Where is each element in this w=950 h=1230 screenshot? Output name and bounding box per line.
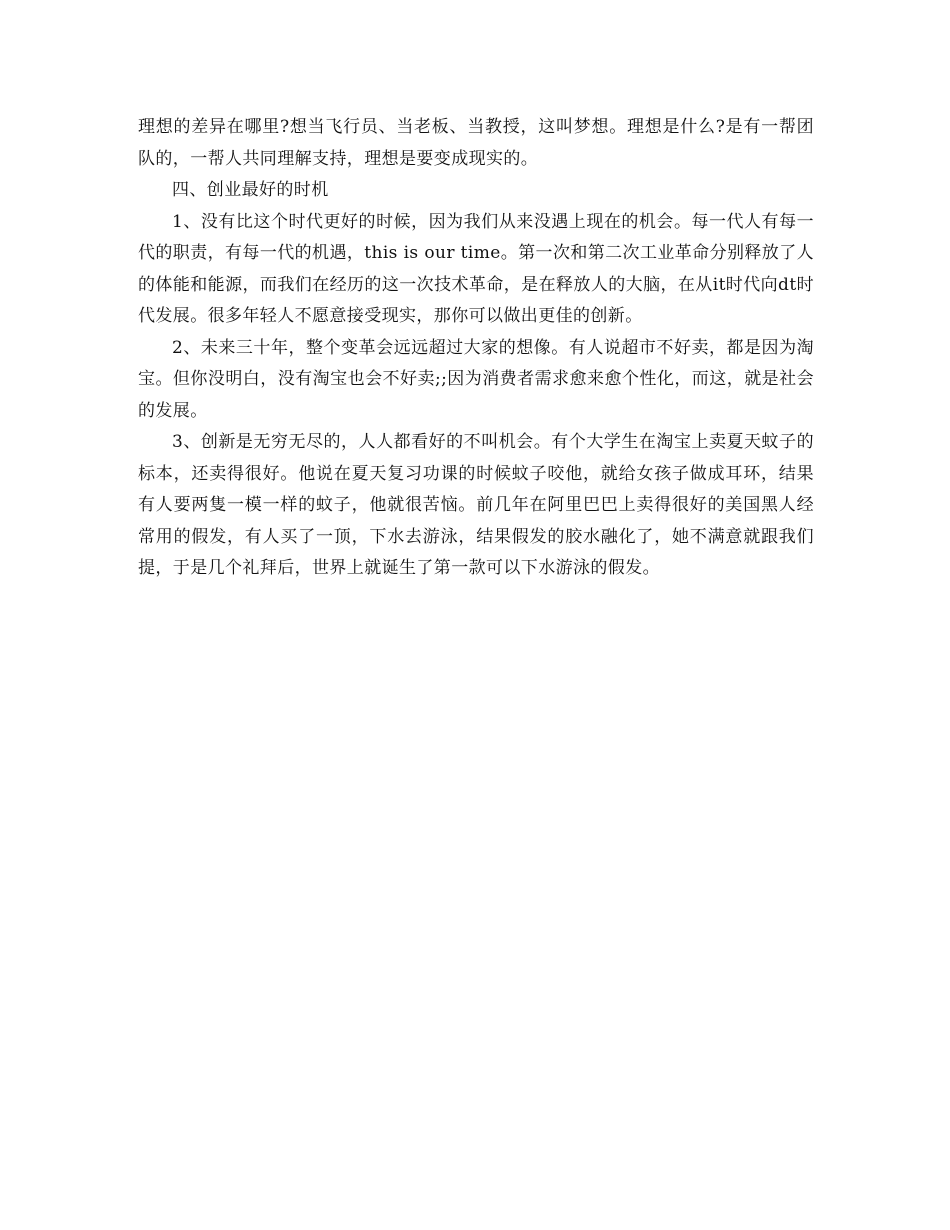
paragraph-point-3: 3、创新是无穷无尽的，人人都看好的不叫机会。有个大学生在淘宝上卖夏天蚊子的标本，还卖得很好。他说在夏天复习功课的时候蚊子咬他，就给女孩子做成耳环，结果有人要两隻一模一样的蚊子，他就很苦恼。前几年在阿里巴巴上卖得很好的美国黑人经常用的假发，有人买了一顶，下水去游泳，结果假发的胶水融化了，她不满意就跟我们提，于是几个礼拜后，世界上就诞生了第一款可以下水游泳的假发。 [138,432,814,578]
paragraph-ideal-vs-dream: 理想的差异在哪里?想当飞行员、当老板、当教授，这叫梦想。理想是什么?是有一帮团队的，一帮人共同理解支持，理想是要变成现实的。 [138,117,814,169]
document-page [138,112,814,585]
paragraph-point-2: 2、未来三十年，整个变革会远远超过大家的想像。有人说超市不好卖，都是因为淘宝。但你没明白，没有淘宝也会不好卖;;因为消费者需求愈来愈个性化，而这，就是社会的发展。 [138,337,814,421]
section-heading-best-time: 四、创业最好的时机 [172,180,329,200]
paragraph-point-1: 1、没有比这个时代更好的时候，因为我们从来没遇上现在的机会。每一代人有每一代的职责，有每一代的机遇，this is our time。第一次和第二次工业革命分别释放了人的体能和能源，而我们在经历的这一次技术革命，是在释放人的大脑，在从it时代向dt时代发展。很多年轻人不愿意接受现实，那你可以做出更佳的创新。 [138,211,814,326]
